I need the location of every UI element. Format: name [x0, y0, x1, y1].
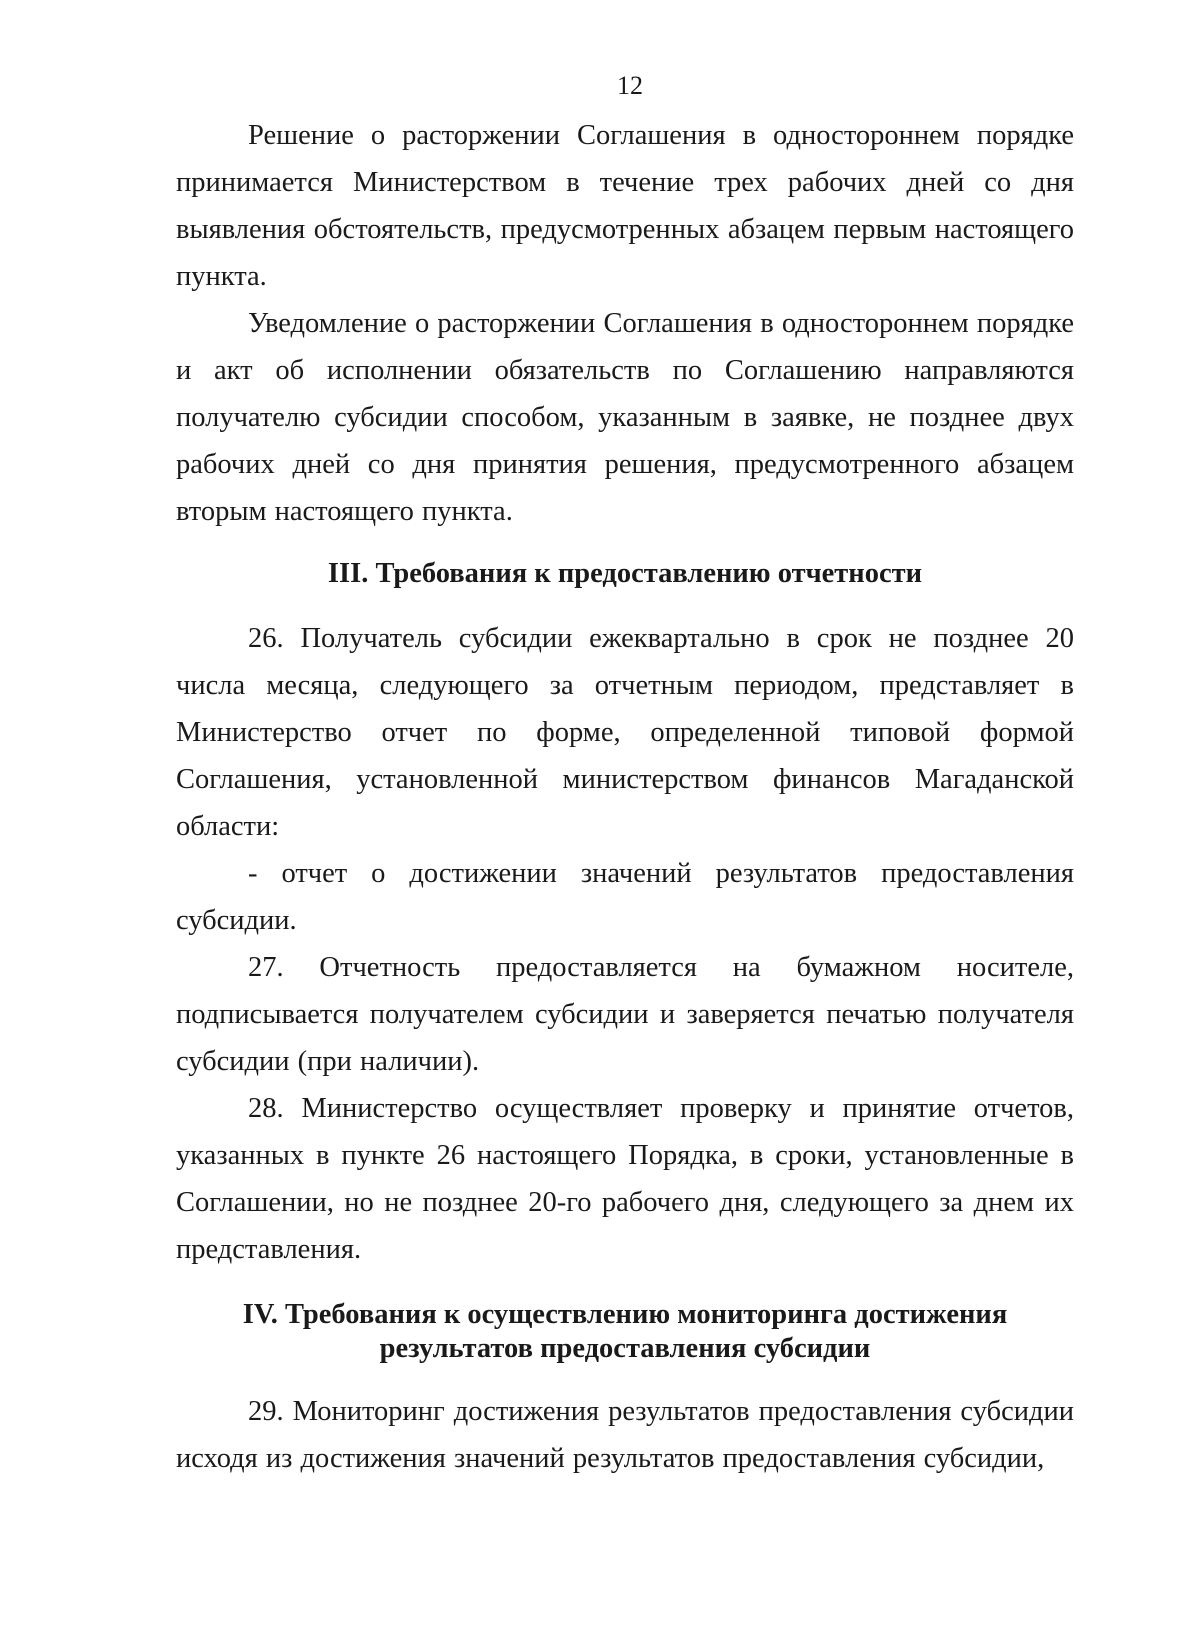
paragraph-termination-notice: Уведомление о расторжении Соглашения в одностороннем порядке и акт об исполнении обязательств по Соглашению направляются получателю субсидии способом, указанным в заявке, не позднее двух рабочих дней со дня принятия решения, предусмотренного абзацем вторым настоящего пункта.	[176, 308, 1074, 527]
paragraph-27: 27. Отчетность предоставляется на бумажном носителе, подписывается получателем субсидии и заверяется печатью получателя субсидии (при наличии).	[176, 952, 1074, 1077]
section-heading-iv-line1: IV. Требования к осуществлению мониторинга достижения	[242, 1299, 1008, 1330]
paragraph-26-report-item: - отчет о достижении значений результатов предоставления субсидии.	[176, 858, 1074, 936]
section-heading-iii: III. Требования к предоставлению отчетности	[327, 558, 923, 589]
section-heading-iv	[176, 1298, 1074, 1366]
paragraph-26: 26. Получатель субсидии ежеквартально в срок не позднее 20 числа месяца, следующего за отчетным периодом, представляет в Министерство отчет по форме, определенной типовой формой Соглашения, установленной министерством финансов Магаданской области:	[176, 623, 1074, 842]
paragraph-29: 29. Мониторинг достижения результатов предоставления субсидии исходя из достижения значений результатов предоставления субсидии,	[176, 1396, 1074, 1474]
document-body	[176, 112, 1074, 1482]
page-number: 12	[617, 71, 643, 100]
paragraph-28: 28. Министерство осуществляет проверку и принятие отчетов, указанных в пункте 26 настоящего Порядка, в сроки, установленные в Соглашении, но не позднее 20-го рабочего дня, следующего за днем их представления.	[176, 1093, 1074, 1265]
paragraph-termination-decision: Решение о расторжении Соглашения в одностороннем порядке принимается Министерством в течение трех рабочих дней со дня выявления обстоятельств, предусмотренных абзацем первым настоящего пункта.	[176, 120, 1074, 292]
section-heading-iv-line2: результатов предоставления субсидии	[379, 1333, 871, 1364]
